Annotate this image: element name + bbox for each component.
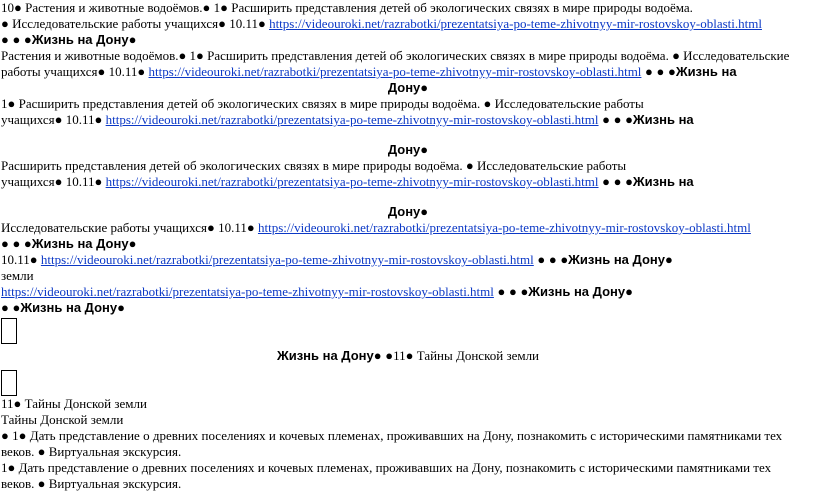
heading-fragment: Жизнь на Дону● ●: [276, 348, 394, 363]
text-line: ● 1● Дать представление о древних поселениях и кочевых племенах, проживавших на Дону, познакомить с историческими памятниками тех: [1, 428, 783, 443]
heading-line: ● ● ●Жизнь на Дону●: [1, 236, 137, 251]
text-line: [1, 48, 815, 64]
text-line: 1● Дать представление о древних поселениях и кочевых племенах, проживавших на Дону, познакомить с историческими памятниками тех: [1, 460, 772, 475]
heading-fragment: ● ● ●Жизнь на: [598, 174, 694, 189]
presentation-link[interactable]: https://videouroki.net/razrabotki/prezentatsiya-po-teme-zhivotnyy-mir-rostovskoy-oblasti.html: [269, 16, 762, 31]
text-line: [1, 220, 815, 236]
presentation-link[interactable]: https://videouroki.net/razrabotki/prezentatsiya-po-teme-zhivotnyy-mir-rostovskoy-oblasti.html: [105, 112, 599, 127]
text-line: [1, 284, 815, 300]
paragraph-text: Растения и животные водоёмов.● 1● Расширить представления детей об экологических связях в мире природы водоёма. ● Исследовательские: [1, 48, 790, 63]
empty-image-placeholder: [1, 318, 17, 344]
paragraph-text: Исследовательские работы учащихся● 10.11●: [1, 220, 258, 235]
paragraph-text: 1● Расширить представления детей об экологических связях в мире природы водоёма. ● Исследовательские работы: [1, 96, 644, 111]
presentation-link[interactable]: https://videouroki.net/razrabotki/prezentatsiya-po-teme-zhivotnyy-mir-rostovskoy-oblasti.html: [105, 174, 599, 189]
text-line: [1, 96, 815, 112]
presentation-link[interactable]: https://videouroki.net/razrabotki/prezentatsiya-po-teme-zhivotnyy-mir-rostovskoy-oblasti.html: [257, 220, 751, 235]
text-line: 11● Тайны Донской земли: [1, 396, 147, 411]
heading-fragment: ● ● ●Жизнь на Дону●: [533, 252, 673, 267]
heading-fragment: ● ● ●Жизнь на Дону●: [493, 284, 633, 299]
text-line: [1, 158, 815, 174]
paragraph-text: ● Исследовательские работы учащихся● 10.11●: [1, 16, 270, 31]
heading-fragment: ● ● ●Жизнь на: [641, 64, 737, 79]
heading-line: ● ●Жизнь на Дону●: [1, 300, 125, 315]
heading-line: Дону●: [387, 204, 429, 219]
paragraph-text: Расширить представления детей об экологических связях в мире природы водоёма. ● Исследовательские работы: [1, 158, 627, 173]
presentation-link[interactable]: https://videouroki.net/razrabotki/prezentatsiya-po-teme-zhivotnyy-mir-rostovskoy-oblasti.html: [40, 252, 534, 267]
text-line: [1, 16, 815, 32]
paragraph-text: 11● Тайны Донской земли: [393, 348, 540, 363]
heading-line: Дону●: [387, 80, 429, 95]
presentation-link[interactable]: https://videouroki.net/razrabotki/prezentatsiya-po-teme-zhivotnyy-mir-rostovskoy-oblasti.html: [1, 284, 494, 299]
presentation-link[interactable]: https://videouroki.net/razrabotki/prezentatsiya-po-teme-zhivotnyy-mir-rostovskoy-oblasti.html: [148, 64, 642, 79]
heading-line: ● ● ●Жизнь на Дону●: [1, 32, 137, 47]
text-line: земли: [1, 268, 34, 283]
text-line: Тайны Донской земли: [1, 412, 124, 427]
paragraph-text: учащихся● 10.11●: [1, 112, 106, 127]
text-line: веков. ● Виртуальная экскурсия.: [1, 476, 182, 491]
paragraph-text: 10.11●: [1, 252, 41, 267]
text-line: [1, 252, 815, 268]
paragraph-text: 10● Растения и животные водоёмов.● 1● Расширить представления детей об экологических связях в мире природы водоёма.: [1, 0, 693, 15]
paragraph-text: работы учащихся● 10.11●: [1, 64, 149, 79]
text-line: [1, 64, 815, 80]
paragraph-text: учащихся● 10.11●: [1, 174, 106, 189]
heading-line: Дону●: [387, 142, 429, 157]
document-body: [1, 0, 815, 492]
empty-image-placeholder: [1, 370, 17, 396]
heading-fragment: ● ● ●Жизнь на: [598, 112, 694, 127]
text-line: [1, 0, 815, 16]
centered-heading-line: [1, 348, 815, 364]
text-line: веков. ● Виртуальная экскурсия.: [1, 444, 182, 459]
text-line: [1, 174, 815, 190]
text-line: [1, 112, 815, 128]
